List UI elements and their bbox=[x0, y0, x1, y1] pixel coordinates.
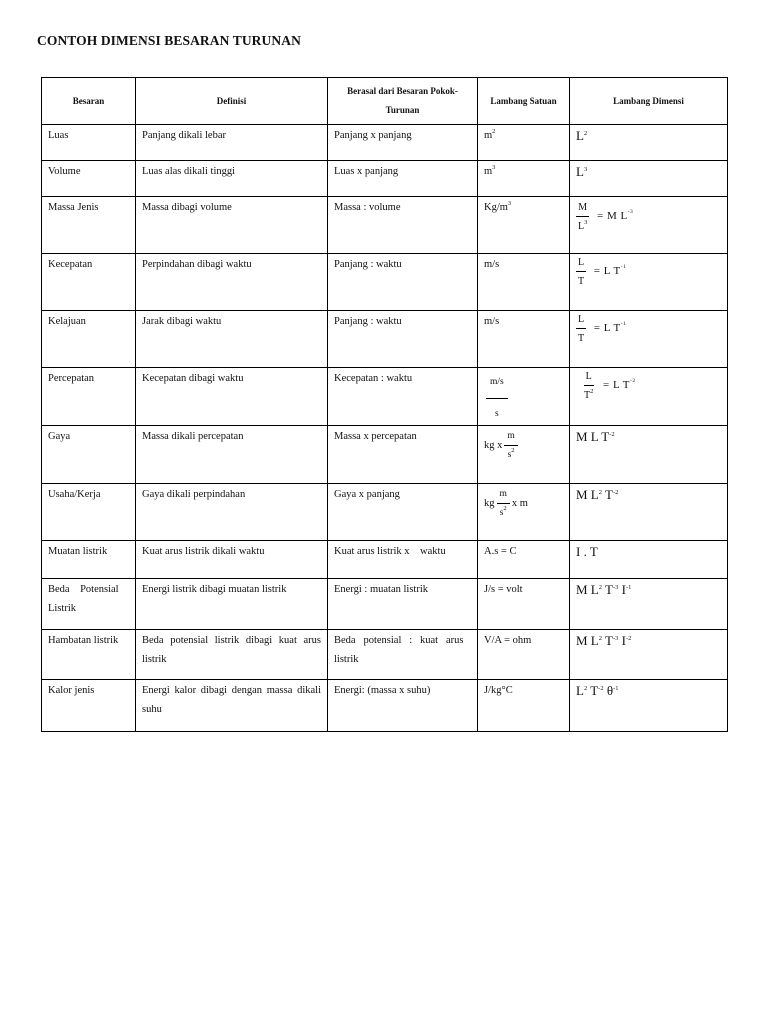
cell-dimensi: $\frac{L}{T^2}$ = L $T^{-2}$ bbox=[570, 368, 728, 426]
cell-besaran: Percepatan bbox=[42, 368, 136, 426]
cell-besaran: Kelajuan bbox=[42, 311, 136, 368]
cell-dimensi: M $L^2$ $T^{-3}$ $I^{-2}$ bbox=[570, 630, 728, 680]
header-berasal: Berasal dari Besaran Pokok-Turunan bbox=[328, 78, 478, 125]
cell-definisi: Perpindahan dibagi waktu bbox=[136, 254, 328, 311]
cell-dimensi: M $L^2$ $T^{-2}$ bbox=[570, 484, 728, 541]
cell-satuan: J/s = volt bbox=[478, 579, 570, 630]
cell-satuan: m/s bbox=[478, 311, 570, 368]
cell-definisi: Gaya dikali perpindahan bbox=[136, 484, 328, 541]
cell-besaran: Gaya bbox=[42, 426, 136, 484]
cell-definisi: Kuat arus listrik dikali waktu bbox=[136, 541, 328, 579]
cell-besaran: Hambatan listrik bbox=[42, 630, 136, 680]
cell-besaran: Luas bbox=[42, 125, 136, 161]
cell-berasal: Gaya x panjang bbox=[328, 484, 478, 541]
cell-berasal: Kuat arus listrik x waktu bbox=[328, 541, 478, 579]
cell-dimensi: M $L^2$ $T^{-3}$ $I^{-1}$ bbox=[570, 579, 728, 630]
cell-satuan: V/A = ohm bbox=[478, 630, 570, 680]
table-row bbox=[42, 484, 728, 541]
cell-berasal: Luas x panjang bbox=[328, 161, 478, 197]
cell-berasal: Massa : volume bbox=[328, 197, 478, 254]
dimension-table bbox=[41, 77, 728, 732]
cell-satuan: A.s = C bbox=[478, 541, 570, 579]
table-header-row bbox=[42, 78, 728, 125]
cell-besaran: Muatan listrik bbox=[42, 541, 136, 579]
table-row bbox=[42, 541, 728, 579]
table-row bbox=[42, 630, 728, 680]
cell-satuan: kg x $\frac{m}{s^2}$ bbox=[478, 426, 570, 484]
cell-satuan bbox=[478, 368, 570, 426]
table-row bbox=[42, 426, 728, 484]
table-row bbox=[42, 579, 728, 630]
dimension-fraction: $\frac{M}{L^3}$ bbox=[578, 202, 588, 232]
cell-definisi: Panjang dikali lebar bbox=[136, 125, 328, 161]
cell-dimensi: $\frac{M}{L^3}$ = M $L^{-3}$ bbox=[570, 197, 728, 254]
cell-satuan: kg $\frac{m}{s^2}$ x m bbox=[478, 484, 570, 541]
header-definisi: Definisi bbox=[136, 78, 328, 125]
cell-berasal: Energi: (massa x suhu) bbox=[328, 680, 478, 732]
cell-satuan: $m^3$ bbox=[478, 161, 570, 197]
unit-fraction: $\frac{m}{s^2}$ bbox=[504, 430, 517, 461]
dimension-fraction: $\frac{L}{T}$ bbox=[578, 314, 585, 344]
cell-besaran: Kalor jenis bbox=[42, 680, 136, 732]
cell-berasal: Beda potensial : kuat arus listrik bbox=[328, 630, 478, 680]
cell-besaran: Massa Jenis bbox=[42, 197, 136, 254]
cell-definisi: Luas alas dikali tinggi bbox=[136, 161, 328, 197]
cell-dimensi: $L^2$ $T^{-2}$ $\theta^{-1}$ bbox=[570, 680, 728, 732]
unit-fraction: $\frac{m/s}{s}$ bbox=[486, 373, 508, 424]
cell-berasal: Panjang : waktu bbox=[328, 254, 478, 311]
cell-definisi: Energi listrik dibagi muatan listrik bbox=[136, 579, 328, 630]
cell-besaran: Usaha/Kerja bbox=[42, 484, 136, 541]
dimension-fraction: $\frac{L}{T^2}$ bbox=[584, 371, 594, 401]
cell-satuan: m/s bbox=[478, 254, 570, 311]
dimension-fraction: $\frac{L}{T}$ bbox=[578, 257, 585, 287]
cell-dimensi: $L^2$ bbox=[570, 125, 728, 161]
cell-dimensi: $\frac{L}{T}$ = L $T^{-1}$ bbox=[570, 311, 728, 368]
page-title: CONTOH DIMENSI BESARAN TURUNAN bbox=[37, 33, 301, 48]
cell-definisi: Massa dikali percepatan bbox=[136, 426, 328, 484]
unit-fraction: $\frac{m}{s^2}$ bbox=[497, 488, 510, 519]
cell-berasal: Panjang : waktu bbox=[328, 311, 478, 368]
cell-dimensi: $L^3$ bbox=[570, 161, 728, 197]
cell-besaran: Volume bbox=[42, 161, 136, 197]
table-row bbox=[42, 311, 728, 368]
cell-berasal: Panjang x panjang bbox=[328, 125, 478, 161]
table-row bbox=[42, 125, 728, 161]
cell-definisi: Jarak dibagi waktu bbox=[136, 311, 328, 368]
header-lambang-dimensi: Lambang Dimensi bbox=[570, 78, 728, 125]
cell-dimensi: I . T bbox=[570, 541, 728, 579]
table-row bbox=[42, 680, 728, 732]
cell-satuan: $m^2$ bbox=[478, 125, 570, 161]
table-row bbox=[42, 161, 728, 197]
table-row bbox=[42, 197, 728, 254]
cell-besaran: Kecepatan bbox=[42, 254, 136, 311]
table-row bbox=[42, 368, 728, 426]
cell-besaran: Beda Potensial Listrik bbox=[42, 579, 136, 630]
header-lambang-satuan: Lambang Satuan bbox=[478, 78, 570, 125]
header-besaran: Besaran bbox=[42, 78, 136, 125]
cell-berasal: Energi : muatan listrik bbox=[328, 579, 478, 630]
cell-satuan: J/kg°C bbox=[478, 680, 570, 732]
table-row bbox=[42, 254, 728, 311]
cell-satuan: $Kg/m^3$ bbox=[478, 197, 570, 254]
cell-definisi: Kecepatan dibagi waktu bbox=[136, 368, 328, 426]
cell-definisi: Massa dibagi volume bbox=[136, 197, 328, 254]
cell-berasal: Kecepatan : waktu bbox=[328, 368, 478, 426]
cell-dimensi: $\frac{L}{T}$ = L $T^{-1}$ bbox=[570, 254, 728, 311]
cell-dimensi: M L $T^{-2}$ bbox=[570, 426, 728, 484]
cell-definisi: Energi kalor dibagi dengan massa dikali suhu bbox=[136, 680, 328, 732]
cell-berasal: Massa x percepatan bbox=[328, 426, 478, 484]
cell-definisi: Beda potensial listrik dibagi kuat arus listrik bbox=[136, 630, 328, 680]
